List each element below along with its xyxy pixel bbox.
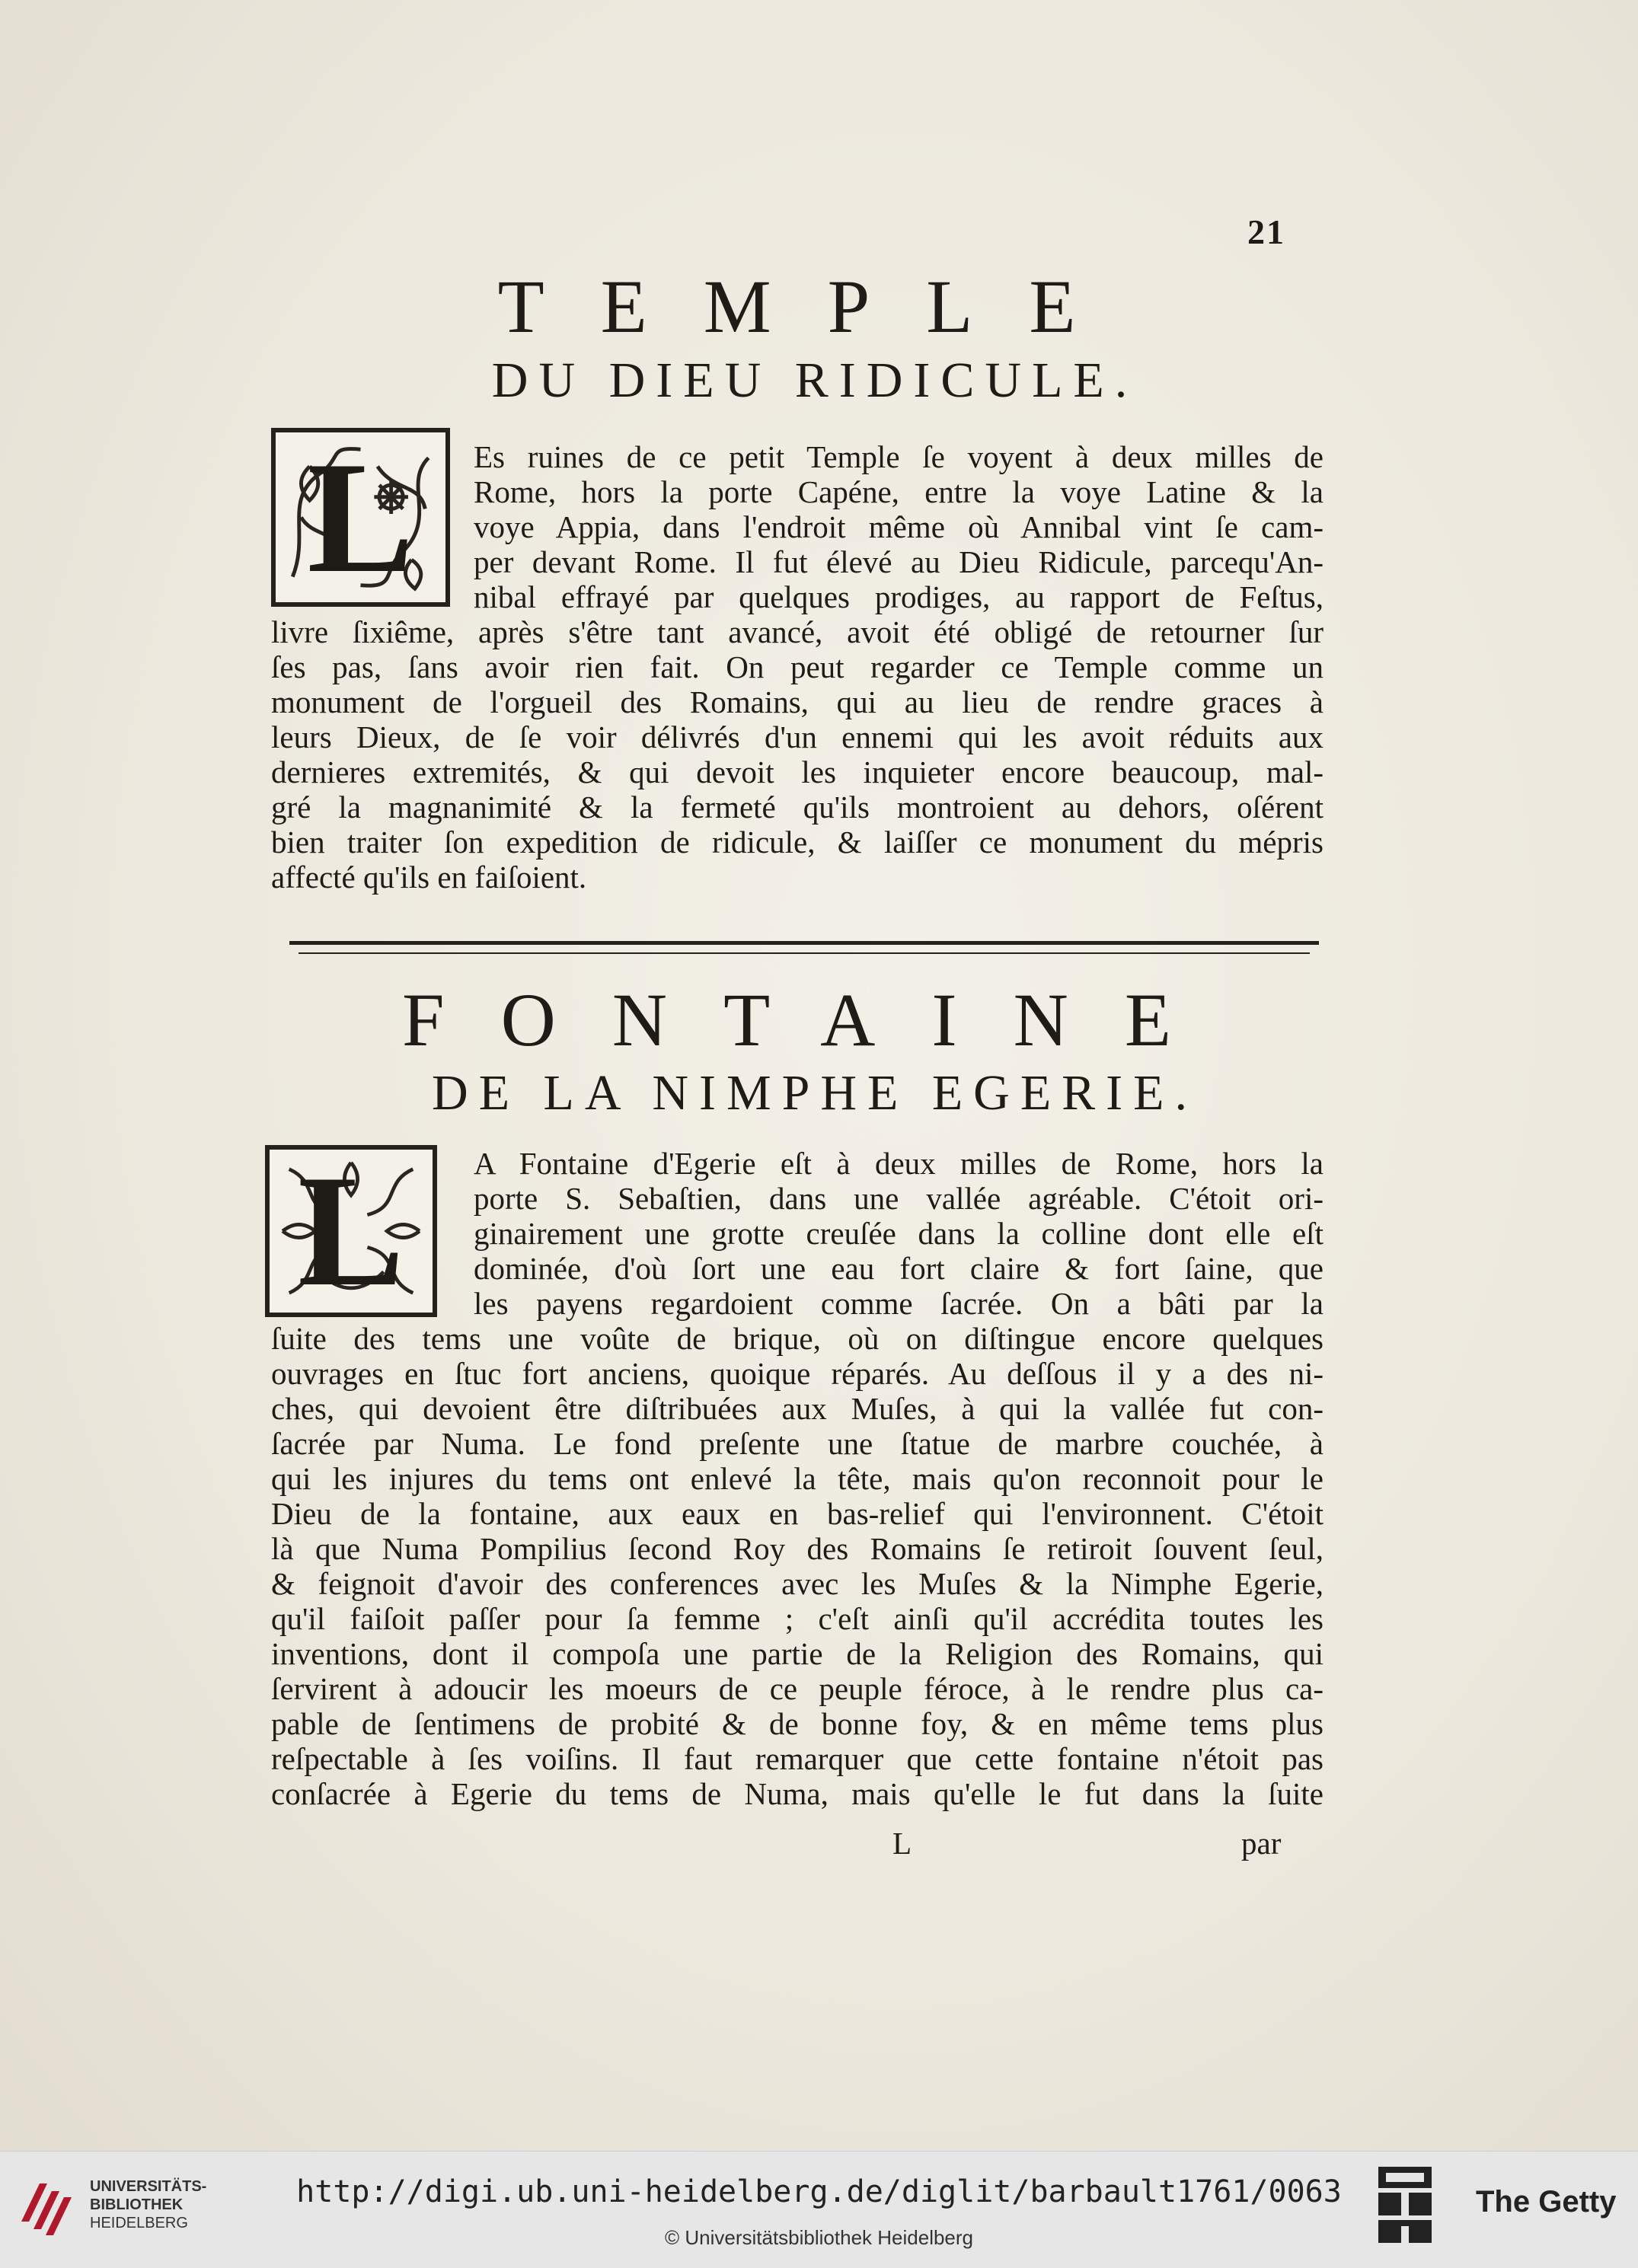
text-line: dominée, d'où ſort une eau fort claire & fort ſaine, que: [474, 1251, 1323, 1286]
section-divider: [289, 941, 1319, 945]
text-line: per devant Rome. Il fut élevé au Dieu Ridicule, parcequ'An-: [474, 544, 1323, 579]
getty-logo-icon: [1378, 2167, 1432, 2243]
section-title-fontaine: FONTAINE: [402, 978, 1228, 1062]
catchword: par: [1241, 1826, 1282, 1861]
section-divider: [299, 952, 1310, 954]
decorated-initial-2: [265, 1145, 437, 1317]
section-subtitle-fontaine: DE LA NIMPHE EGERIE.: [432, 1065, 1198, 1121]
text-line: qu'il faiſoit paſſer pour ſa femme ; c'eſt ainſi qu'il accrédita toutes les: [271, 1601, 1323, 1636]
text-line: ſuite des tems une voûte de brique, où on diſtingue encore quelques: [271, 1321, 1323, 1356]
text-line: reſpectable à ſes voiſins. Il faut remarquer que cette fontaine n'étoit pas: [271, 1741, 1323, 1776]
text-line: ſervirent à adoucir les moeurs de ce peuple féroce, à le rendre plus ca-: [271, 1671, 1323, 1706]
text-line: ginairement une grotte creuſée dans la colline dont elle eſt: [474, 1216, 1323, 1251]
section-subtitle-temple: DU DIEU RIDICULE.: [491, 352, 1138, 408]
text-line: Es ruines de ce petit Temple ſe voyent à deux milles de: [474, 439, 1323, 474]
text-line: Rome, hors la porte Capéne, entre la voye Latine & la: [474, 474, 1323, 509]
partner-name: The Getty: [1476, 2185, 1617, 2219]
text-line: nibal effrayé par quelques prodiges, au rapport de Feſtus,: [474, 579, 1323, 614]
decorated-initial-1: [271, 428, 450, 607]
text-line: gré la magnanimité & la fermeté qu'ils montroient au dehors, oſérent: [271, 789, 1323, 825]
text-line: livre ſixiême, après s'être tant avancé, avoit été obligé de retourner ſur: [271, 614, 1323, 649]
viewer-footer: [0, 2151, 1638, 2268]
text-line: ches, qui devoient être diſtribuées aux Muſes, à qui la vallée fut con-: [271, 1391, 1323, 1426]
text-line: ſacrée par Numa. Le fond preſente une ſtatue de marbre couchée, à: [271, 1426, 1323, 1461]
text-line: ſes pas, ſans avoir rien fait. On peut regarder ce Temple comme un: [271, 649, 1323, 684]
text-line: inventions, dont il compoſa une partie de la Religion des Romains, qui: [271, 1636, 1323, 1671]
library-name: UNIVERSITÄTS- BIBLIOTHEK HEIDELBERG: [90, 2178, 207, 2231]
text-line: A Fontaine d'Egerie eſt à deux milles de Rome, hors la: [474, 1146, 1323, 1181]
text-line: & feignoit d'avoir des conferences avec les Muſes & la Nimphe Egerie,: [271, 1566, 1323, 1601]
page-number: 21: [1247, 212, 1285, 251]
text-line: Dieu de la fontaine, aux eaux en bas-relief qui l'environnent. C'étoit: [271, 1496, 1323, 1531]
signature-mark: L: [892, 1826, 912, 1861]
section-title-temple: TEMPLE: [497, 264, 1132, 349]
text-line: les payens regardoient comme ſacrée. On a bâti par la: [474, 1286, 1323, 1321]
text-line: là que Numa Pompilius ſecond Roy des Romains ſe retiroit ſouvent ſeul,: [271, 1531, 1323, 1566]
text-line: pable de ſentimens de probité & de bonne foy, & en même tems plus: [271, 1706, 1323, 1741]
text-line: leurs Dieux, de ſe voir délivrés d'un ennemi qui les avoit réduits aux: [271, 719, 1323, 754]
text-line: monument de l'orgueil des Romains, qui au lieu de rendre graces à: [271, 684, 1323, 719]
text-line: porte S. Sebaſtien, dans une vallée agréable. C'étoit ori-: [474, 1181, 1323, 1216]
text-line: bien traiter ſon expedition de ridicule, & laiſſer ce monument du mépris: [271, 825, 1323, 860]
initial-letter: L: [297, 1145, 405, 1317]
initial-letter: L: [307, 429, 414, 606]
copyright-notice: © Universitätsbibliothek Heidelberg: [664, 2226, 974, 2249]
text-line: dernieres extremités, & qui devoit les inquieter encore beaucoup, mal-: [271, 754, 1323, 789]
text-line: qui les injures du tems ont enlevé la tête, mais qu'on reconnoit pour le: [271, 1461, 1323, 1496]
text-line: ouvrages en ſtuc fort anciens, quoique réparés. Au deſſous il y a des ni-: [271, 1356, 1323, 1391]
text-line: voye Appia, dans l'endroit même où Annibal vint ſe cam-: [474, 509, 1323, 544]
permalink-url[interactable]: http://digi.ub.uni-heidelberg.de/diglit/barbault1761/0063: [296, 2174, 1342, 2209]
text-line: conſacrée à Egerie du tems de Numa, mais qu'elle le fut dans la ſuite: [271, 1776, 1323, 1811]
text-line: affecté qu'ils en faiſoient.: [271, 860, 587, 895]
